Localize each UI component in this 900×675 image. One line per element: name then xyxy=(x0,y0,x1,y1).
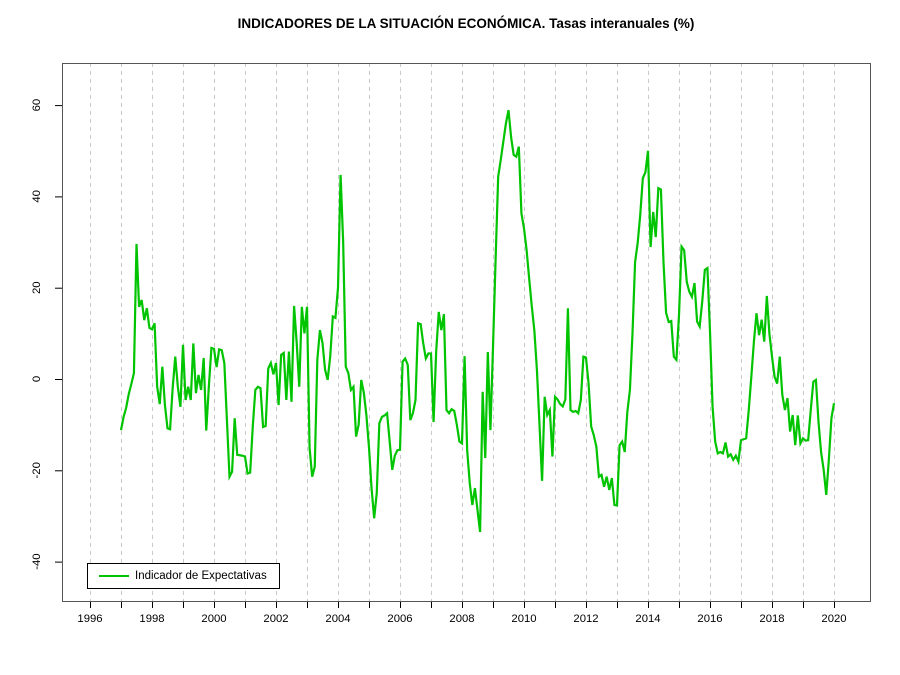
x-tick-label-2014: 2014 xyxy=(635,613,661,625)
x-tick-label-2020: 2020 xyxy=(821,613,847,625)
x-tick-label-2012: 2012 xyxy=(573,613,599,625)
y-tick-label-40: 40 xyxy=(31,190,43,203)
y-tick-label-60: 60 xyxy=(31,98,43,112)
y-tick-label-20: 20 xyxy=(31,281,43,294)
x-tick-label-2010: 2010 xyxy=(511,613,537,625)
y-tick-label--40: -40 xyxy=(31,553,43,570)
legend-box xyxy=(87,563,280,589)
series-line-0 xyxy=(121,110,834,532)
x-tick-label-2018: 2018 xyxy=(759,613,785,625)
y-tick-label-0: 0 xyxy=(31,375,43,383)
x-tick-label-2008: 2008 xyxy=(449,613,475,625)
x-tick-label-2002: 2002 xyxy=(263,613,289,625)
x-tick-label-1996: 1996 xyxy=(77,613,103,625)
x-tick-label-2006: 2006 xyxy=(387,613,413,625)
legend-line-sample xyxy=(99,575,129,577)
x-tick-label-1998: 1998 xyxy=(139,613,165,625)
x-tick-label-2000: 2000 xyxy=(201,613,227,625)
y-tick-label--20: -20 xyxy=(31,462,43,479)
legend-series-label: Indicador de Expectativas xyxy=(135,570,267,582)
chart-title: INDICADORES DE LA SITUACIÓN ECONÓMICA. Tasas interanuales (%) xyxy=(237,16,695,31)
x-tick-label-2016: 2016 xyxy=(697,613,723,625)
x-tick-label-2004: 2004 xyxy=(325,613,351,625)
